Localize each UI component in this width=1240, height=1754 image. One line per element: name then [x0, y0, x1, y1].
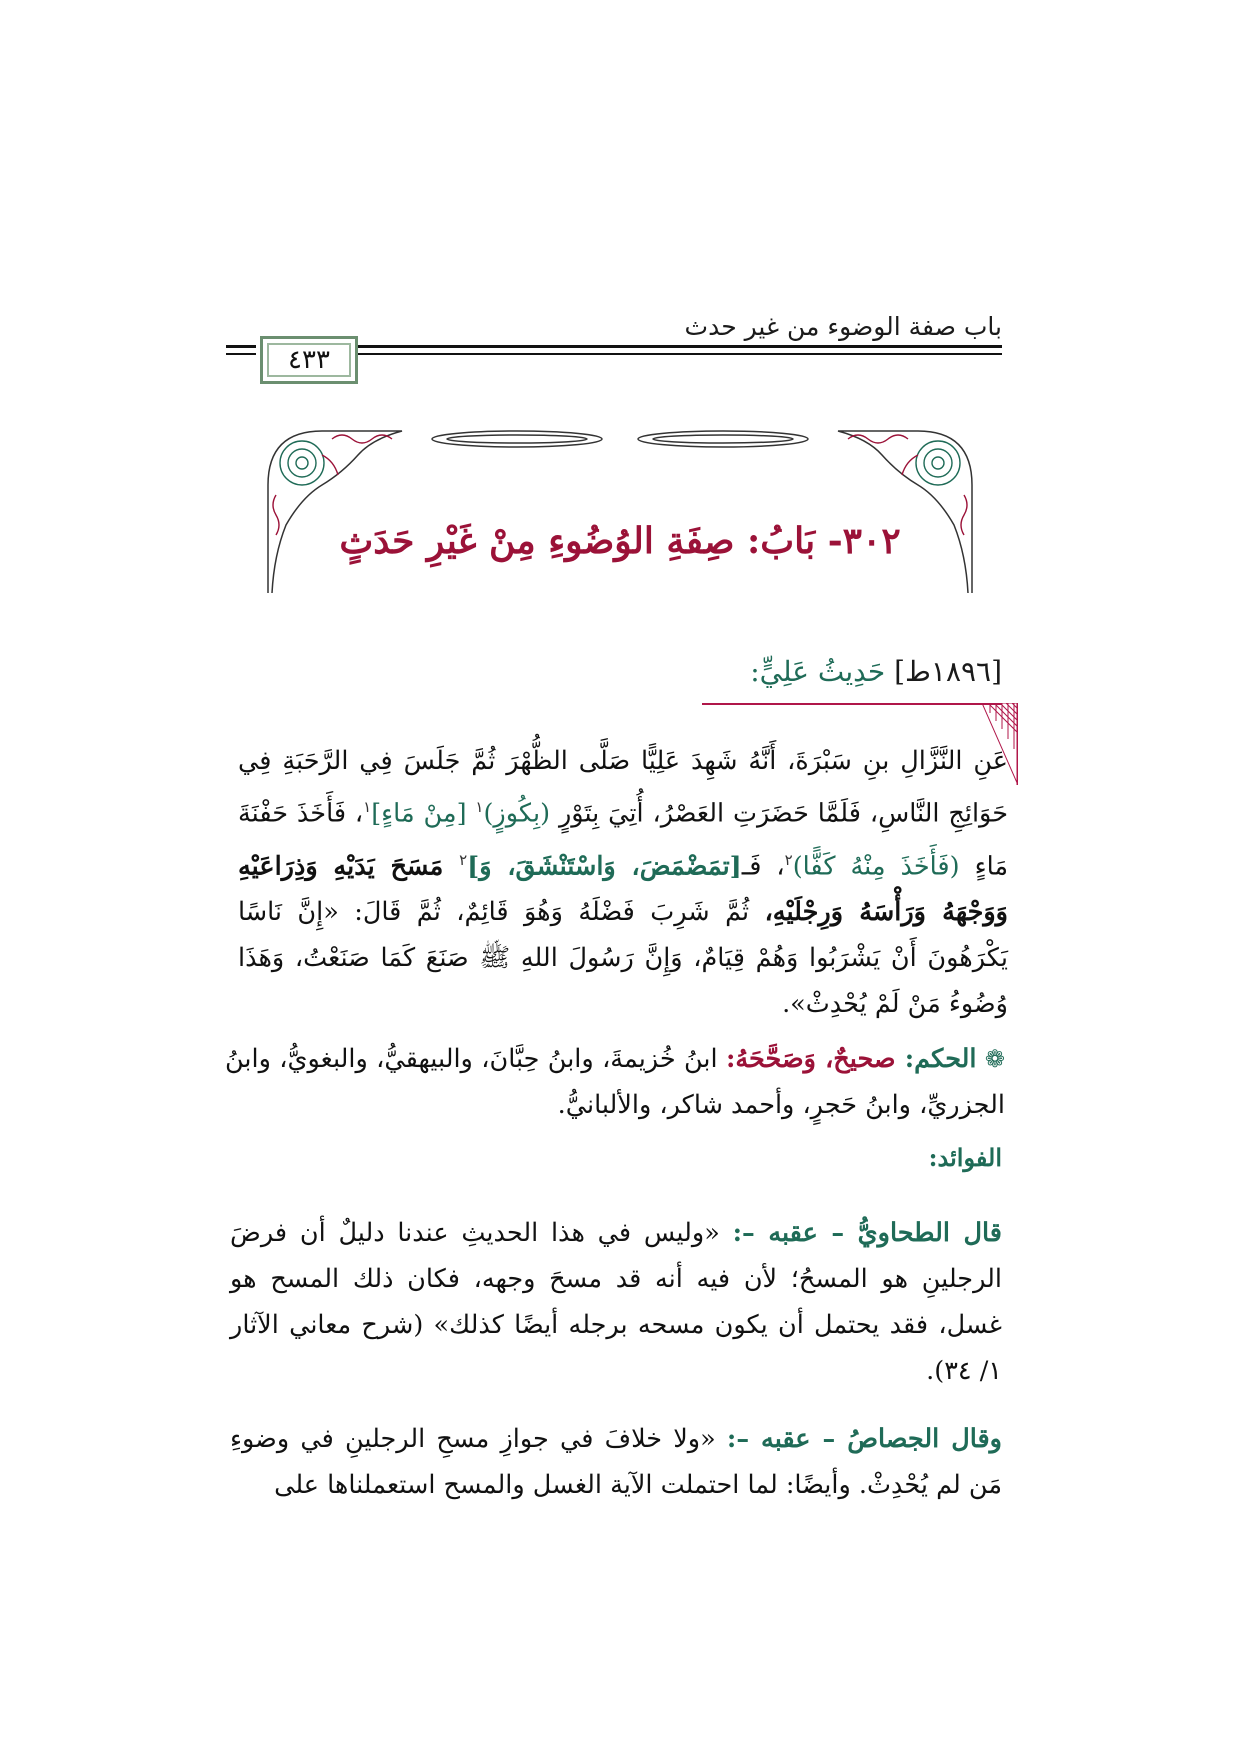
flower-bullet-icon: ❁	[984, 1045, 1005, 1073]
paragraph-text: «وليس في هذا الحديثِ عندنا دليلٌ أن فرضَ الرجلينِ هو المسحُ؛ لأن فيه أنه قد مسحَ وجهه، فكان ذلك المسح هو غسل، فقد يحتمل أن يكون مسحه برجله أيضًا كذلك» (شرح معاني الآثار ١/ ٣٤).	[230, 1218, 1002, 1386]
hukm-text: ابنُ خُزيمةَ، وابنُ حِبَّانَ، والبيهقيُّ، والبغويُّ، وابنُ الجزريِّ، وابنُ حَجرٍ، وأحمد شاكر، والألبانيُّ.	[225, 1044, 1005, 1120]
hadith-text-part: ، فَأَخَذَ حَفْنَةَ مَاءٍ	[238, 798, 1009, 881]
hadith-heading	[750, 655, 1002, 688]
chapter-ornament-frame	[262, 425, 978, 595]
header-rule-right-2	[358, 353, 1002, 355]
page-number-badge: ٤٣٣	[260, 336, 358, 384]
variant-reading: (فَأَخَذَ مِنْهُ كَفًّا)	[792, 851, 960, 881]
variant-reading: (بِكُوزٍ)	[483, 798, 551, 829]
variant-reading: [تمَضْمَضَ، وَاسْتَنْشَقَ، وَ]	[467, 851, 742, 881]
hadith-name: حَدِيثُ عَلِيٍّ:	[750, 655, 886, 688]
variant-reading: [مِنْ مَاءٍ]	[371, 798, 476, 829]
footnote-marker: ١	[475, 798, 484, 816]
header-rule-left-2	[226, 353, 256, 355]
chapter-title: ٣٠٢- بَابُ: صِفَةِ الوُضُوءِ مِنْ غَيْرِ حَدَثٍ	[339, 520, 901, 562]
footnote-marker: ١	[363, 798, 372, 816]
hadith-text-part: عَنِ النَّزَّالِ بنِ سَبْرَةَ، أَنَّهُ شَهِدَ عَلِيًّا صَلَّى الظُّهْرَ ثُمَّ جَلَسَ فِي الرَّحَبَةِ فِي حَوَائِجِ النَّاسِ، فَلَمَّا حَضَرَتِ العَصْرُ، أُتِيَ بِتَوْرٍ	[238, 746, 1008, 829]
hadith-heading-rule	[702, 703, 1002, 705]
header-rule-right	[358, 345, 1002, 348]
running-header: باب صفة الوضوء من غير حدث	[684, 312, 1002, 341]
jassas-paragraph	[230, 1416, 1002, 1508]
hadith-number: [١٨٩٦ط]	[894, 655, 1002, 688]
hadith-text-part: ثُمَّ شَرِبَ فَضْلَهُ وَهُوَ قَائِمٌ، ثُمَّ قَالَ: «إِنَّ نَاسًا يَكْرَهُونَ أَنْ يَشْرَبُوا وَهُمْ قِيَامٌ، وَإِنَّ رَسُولَ اللهِ ﷺ صَنَعَ كَمَا صَنَعْتُ، وَهَذَا وُضُوءُ مَنْ لَمْ يُحْدِثْ».	[238, 897, 1008, 1019]
paragraph-lead: قال الطحاويُّ – عقبه –:	[732, 1218, 1002, 1248]
paragraph-lead: وقال الجصاصُ – عقبه –:	[726, 1424, 1002, 1454]
hukm-paragraph	[225, 1036, 1005, 1128]
footnote-marker: ٢	[784, 850, 793, 869]
header-rule-left	[226, 345, 256, 348]
hukm-label: الحكم:	[904, 1044, 977, 1074]
fawaid-heading: الفوائد:	[928, 1143, 1002, 1172]
tahawi-paragraph	[230, 1210, 1002, 1394]
footnote-marker: ٢	[459, 850, 468, 869]
hukm-grade: صحيحٌ، وَصَحَّحَهُ:	[725, 1044, 905, 1074]
hadith-text	[238, 738, 1008, 1027]
paragraph-text: «ولا خلافَ في جوازِ مسحِ الرجلينِ في وضوءِ مَن لم يُحْدِثْ. وأيضًا: لما احتملت الآية الغسل والمسح استعملناها على	[230, 1424, 1002, 1500]
emphasized-text: مَسَحَ يَدَيْهِ وَذِرَاعَيْهِ وَوَجْهَهُ وَرَأْسَهُ وَرِجْلَيْهِ،	[238, 851, 1008, 927]
hadith-text-part: ، فَـ	[741, 851, 785, 881]
